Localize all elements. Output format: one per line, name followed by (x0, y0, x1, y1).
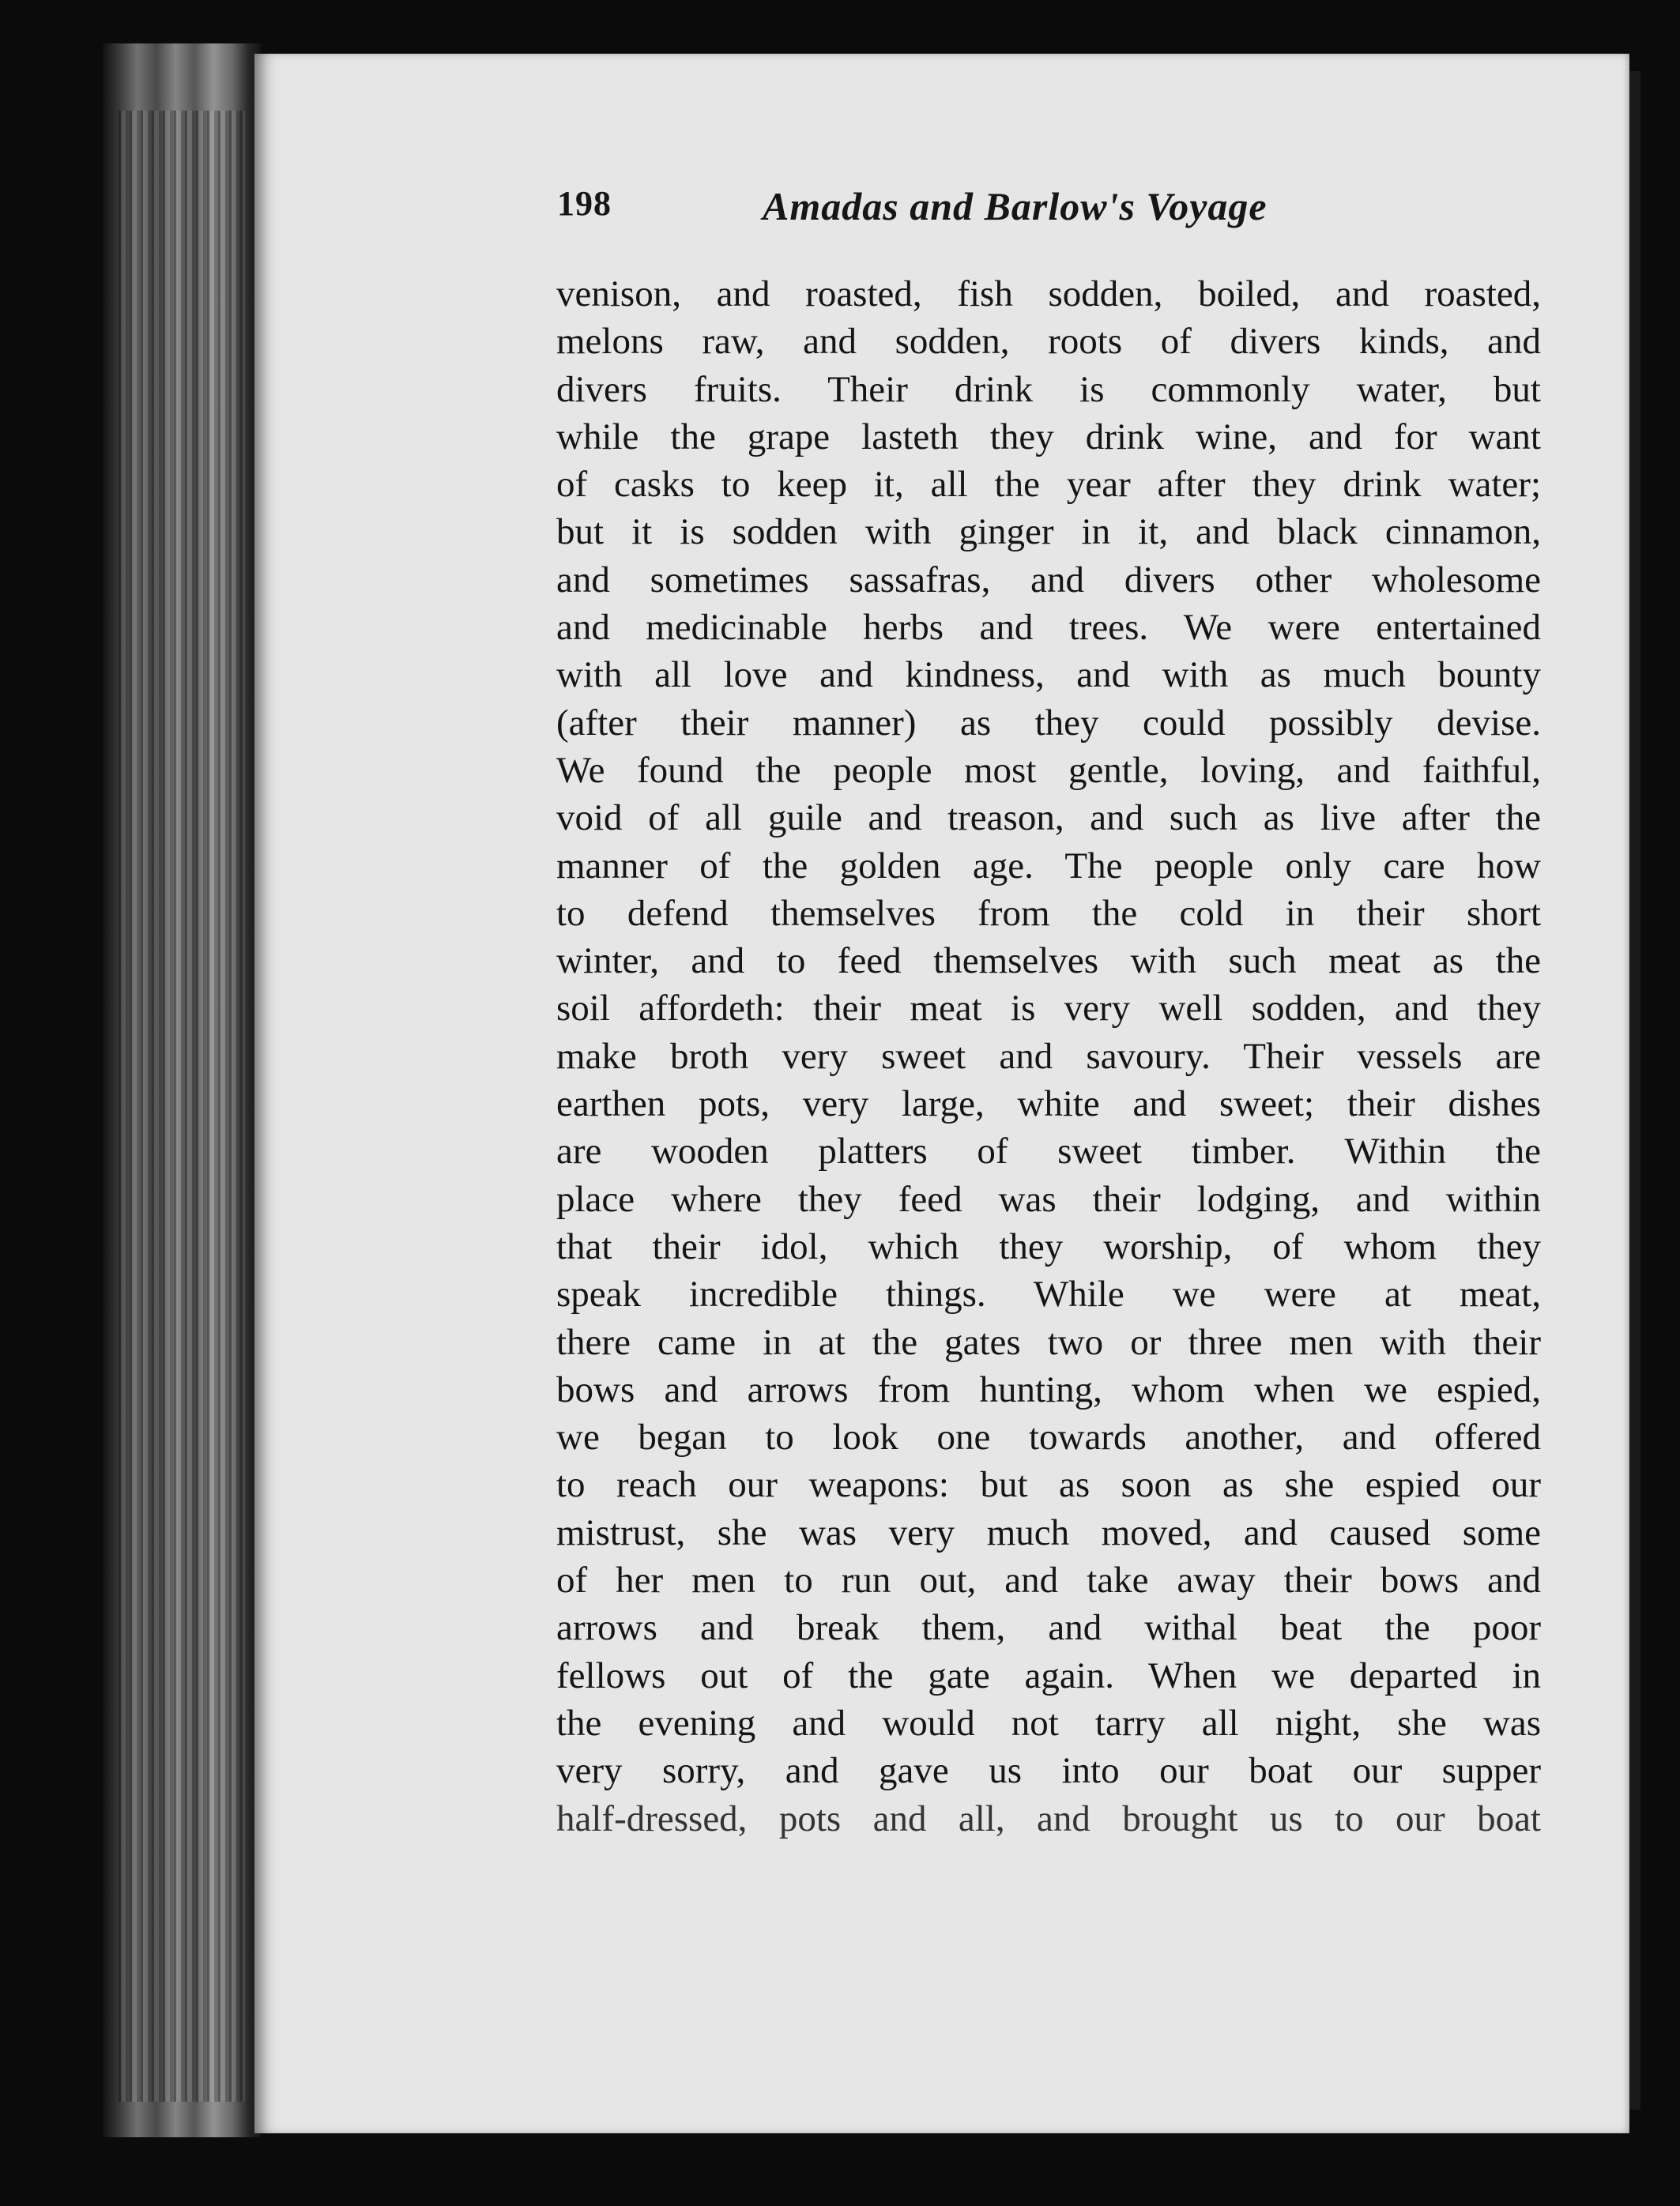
text-line: fellows out of the gate again. When we departed in (556, 1654, 1541, 1696)
page-edge (1629, 71, 1640, 2110)
text-line: melons raw, and sodden, roots of divers kinds, and (556, 321, 1541, 363)
text-line: earthen pots, very large, white and sweet; their dishes (556, 1083, 1541, 1125)
text-line: to defend themselves from the cold in their short (556, 892, 1541, 934)
text-line: but it is sodden with ginger in it, and black cinnamon, (556, 511, 1541, 553)
running-head (557, 183, 1537, 239)
running-title: Amadas and Barlow's Voyage (763, 184, 1268, 228)
text-line: soil affordeth: their meat is very well sodden, and they (556, 988, 1541, 1030)
text-line: divers fruits. Their drink is commonly water, but (556, 368, 1541, 410)
text-line: bows and arrows from hunting, whom when we espied, (556, 1368, 1541, 1410)
text-line: make broth very sweet and savoury. Their vessels are (556, 1035, 1541, 1077)
text-line: while the grape lasteth they drink wine, and for want (556, 416, 1541, 457)
text-line: winter, and to feed themselves with such meat as the (556, 940, 1541, 982)
text-line: to reach our weapons: but as soon as she espied our (556, 1464, 1541, 1506)
text-line: half-dressed, pots and all, and brought us to our boat (556, 1798, 1541, 1839)
text-line: void of all guile and treason, and such as live after the (556, 797, 1541, 839)
text-line: of casks to keep it, all the year after they drink water; (556, 464, 1541, 506)
text-line: arrows and break them, and withal beat the poor (556, 1607, 1541, 1649)
text-line: are wooden platters of sweet timber. Within the (556, 1131, 1541, 1173)
text-line: mistrust, she was very much moved, and caused some (556, 1511, 1541, 1553)
page-number: 198 (557, 184, 612, 223)
text-line: and medicinable herbs and trees. We were entertained (556, 607, 1541, 649)
text-line: with all love and kindness, and with as much bounty (556, 654, 1541, 696)
text-line: very sorry, and gave us into our boat our supper (556, 1750, 1541, 1792)
spine-texture (119, 111, 245, 2102)
text-line: the evening and would not tarry all night, she was (556, 1702, 1541, 1744)
text-line: (after their manner) as they could possibly devise. (556, 702, 1541, 743)
text-line: venison, and roasted, fish sodden, boiled, and roasted, (556, 273, 1541, 314)
body-text (556, 270, 1541, 1843)
text-line: of her men to run out, and take away their bows and (556, 1560, 1541, 1602)
text-line: and sometimes sassafras, and divers other wholesome (556, 559, 1541, 600)
text-line: place where they feed was their lodging, and within (556, 1178, 1541, 1220)
text-line: We found the people most gentle, loving, and faithful, (556, 749, 1541, 791)
text-line: that their idol, which they worship, of whom they (556, 1225, 1541, 1267)
text-line: manner of the golden age. The people only care how (556, 845, 1541, 887)
text-line: there came in at the gates two or three men with their (556, 1321, 1541, 1363)
text-line: we began to look one towards another, and offered (556, 1417, 1541, 1459)
text-line: speak incredible things. While we were at meat, (556, 1274, 1541, 1316)
